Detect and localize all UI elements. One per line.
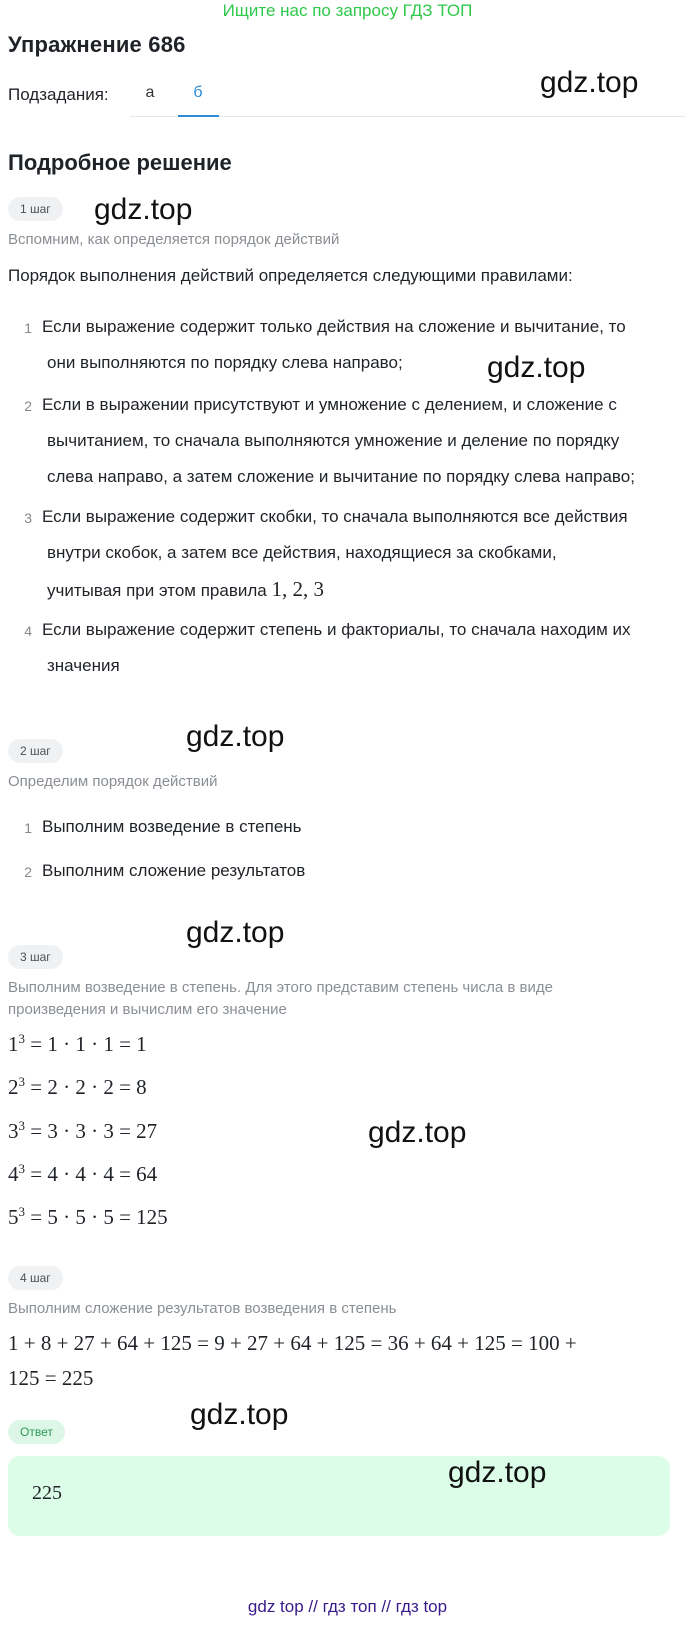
answer-value: 225 — [32, 1482, 62, 1504]
power-equation: $1^3 = 1 \cdot 1 \cdot 1 = 1$ — [8, 1031, 147, 1056]
list-number: 2 — [24, 864, 32, 880]
watermark: gdz.top — [190, 1398, 289, 1431]
power-equation: $4^3 = 4 \cdot 4 \cdot 4 = 64$ — [8, 1161, 158, 1186]
watermark: gdz.top — [368, 1116, 467, 1149]
list-number: 1 — [24, 320, 32, 336]
watermark: gdz.top — [186, 916, 285, 949]
power-equation: $2^3 = 2 \cdot 2 \cdot 2 = 8$ — [8, 1074, 147, 1099]
watermark: gdz.top — [94, 193, 193, 226]
rule-text: Если выражение содержит скобки, то сначала выполняются все действия внутри скобок, а затем все действия, находящиеся за скобками, учитывая при этом правила 1, 2, 3 — [42, 507, 628, 601]
answer-box — [8, 1456, 670, 1536]
watermark: gdz.top — [487, 351, 586, 384]
step-hint: Вспомним, как определяется порядок действий — [8, 231, 340, 248]
tab-b[interactable]: б — [193, 84, 203, 101]
sum-equation-line1: 1 + 8 + 27 + 64 + 125 = 9 + 27 + 64 + 125 = 36 + 64 + 125 = 100 + — [8, 1331, 577, 1355]
power-equation: $5^3 = 5 \cdot 5 \cdot 5 = 125$ — [8, 1204, 168, 1229]
list-number: 3 — [24, 510, 32, 526]
solution-heading: Подробное решение — [8, 150, 232, 175]
power-equation: $3^3 = 3 \cdot 3 \cdot 3 = 27$ — [8, 1118, 158, 1143]
list-number: 2 — [24, 398, 32, 414]
step-badge: 3 шаг — [8, 945, 63, 969]
rule-text: Если в выражении присутствуют и умножение с делением, и сложение с вычитанием, то сначала выполняются умножение и деление по порядку слева направо, а затем сложение и вычитание по порядку слева направо; — [42, 395, 635, 486]
answer-badge: Ответ — [8, 1420, 65, 1444]
tab-a[interactable]: а — [145, 84, 155, 101]
list-number: 1 — [24, 820, 32, 836]
rule-text: Если выражение содержит только действия на сложение и вычитание, то они выполняются по порядку слева направо; — [42, 317, 626, 372]
step-intro: Порядок выполнения действий определяется следующими правилами: — [8, 266, 573, 285]
watermark: gdz.top — [186, 720, 285, 753]
watermark: gdz.top — [540, 66, 639, 99]
step-badge: 2 шаг — [8, 739, 63, 763]
rule-text: Если выражение содержит степень и факториалы, то сначала находим их значения — [42, 620, 631, 675]
page-title: Упражнение 686 — [8, 32, 186, 57]
promo-text[interactable]: Ищите нас по запросу ГДЗ ТОП — [222, 1, 473, 20]
step-hint: Выполним возведение в степень. Для этого представим степень числа в виде произведения и вычислим его значение — [8, 979, 553, 1018]
footer-links[interactable]: gdz top // гдз топ // гдз top — [247, 1597, 448, 1616]
subtasks-label: Подзадания: — [8, 85, 109, 104]
watermark: gdz.top — [448, 1456, 547, 1489]
step-hint: Определим порядок действий — [8, 773, 218, 790]
active-tab-indicator — [178, 115, 219, 117]
sum-equation-line2: 125 = 225 — [8, 1366, 94, 1390]
list-item: Выполним сложение результатов — [42, 861, 306, 880]
step-badge: 4 шаг — [8, 1266, 63, 1290]
list-number: 4 — [24, 623, 32, 639]
step-badge: 1 шаг — [8, 197, 63, 221]
rule-math: 1, 2, 3 — [271, 577, 324, 601]
list-item: Выполним возведение в степень — [42, 817, 302, 836]
step-hint: Выполним сложение результатов возведения в степень — [8, 1300, 397, 1317]
